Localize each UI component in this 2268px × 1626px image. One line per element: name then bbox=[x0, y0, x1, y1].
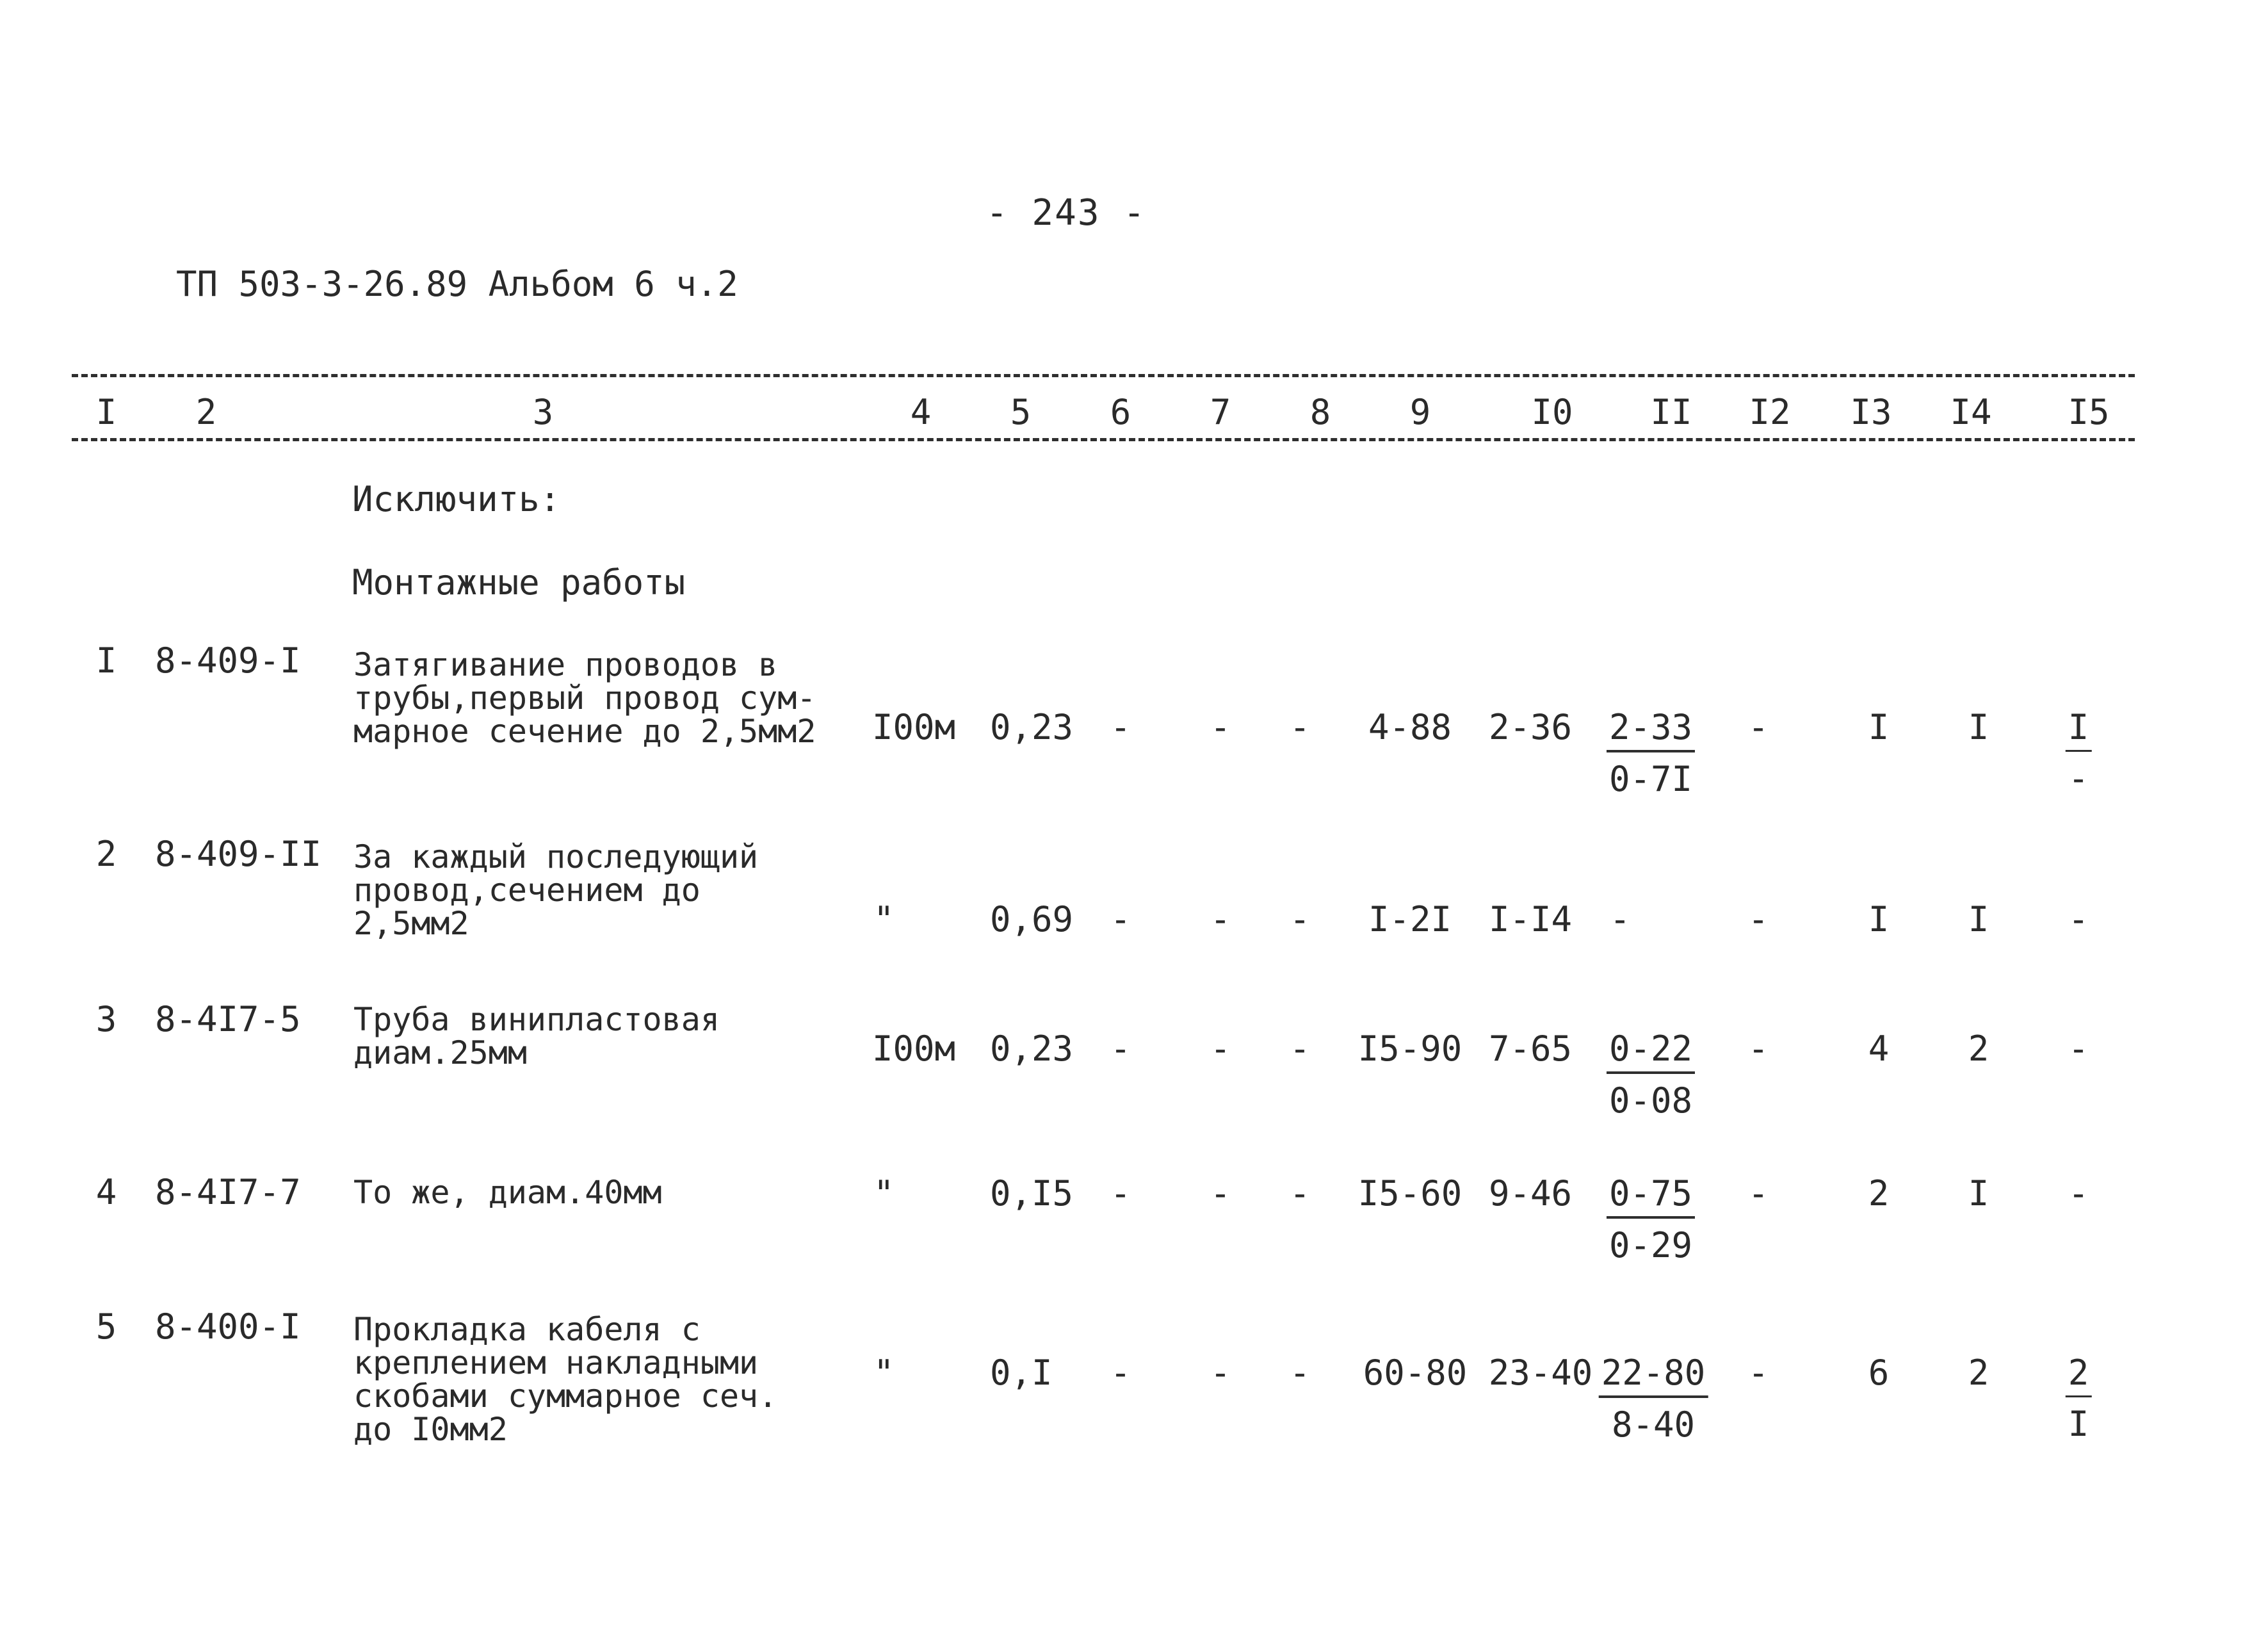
unit: I00м bbox=[872, 707, 956, 747]
work-description: Прокладка кабеля с креплением накладными скобами суммарное сеч. до I0мм2 bbox=[353, 1311, 778, 1448]
col9-value: I-2I bbox=[1368, 899, 1452, 939]
col8-value: - bbox=[1289, 1173, 1311, 1214]
quantity: 0,69 bbox=[990, 899, 1074, 939]
price-code: 8-400-I bbox=[155, 1306, 301, 1347]
col11-value: - bbox=[1609, 899, 1631, 939]
col15-denominator: I bbox=[2068, 1404, 2089, 1444]
column-header-10: I0 bbox=[1531, 392, 1573, 432]
column-header-14: I4 bbox=[1950, 392, 1992, 432]
column-header-7: 7 bbox=[1210, 392, 1231, 432]
col11-denominator: 0-7I bbox=[1608, 759, 1693, 799]
document-header: ТП 503-3-26.89 Альбом 6 ч.2 bbox=[176, 264, 738, 304]
quantity: 0,I bbox=[990, 1353, 1053, 1393]
col9-value: I5-60 bbox=[1357, 1173, 1462, 1214]
col15-denominator: - bbox=[2068, 758, 2089, 799]
col15-value: - bbox=[2068, 1028, 2089, 1069]
section-works-label: Монтажные работы bbox=[352, 562, 686, 603]
col13-value: 4 bbox=[1868, 1028, 1890, 1069]
col14-value: I bbox=[1968, 1173, 1989, 1214]
col10-value: I-I4 bbox=[1488, 899, 1573, 939]
col12-value: - bbox=[1747, 1353, 1769, 1393]
col11-numerator: 0-75 bbox=[1607, 1173, 1695, 1219]
col8-value: - bbox=[1289, 1028, 1311, 1069]
col11-numerator: 22-80 bbox=[1599, 1353, 1708, 1398]
column-header-9: 9 bbox=[1409, 392, 1431, 432]
col12-value: - bbox=[1747, 1173, 1769, 1214]
column-header-15: I5 bbox=[2068, 392, 2110, 432]
row-number: 5 bbox=[95, 1306, 117, 1347]
work-description: Труба винипластовая диам.25мм bbox=[353, 1001, 720, 1071]
row-number: 3 bbox=[95, 999, 117, 1039]
col14-value: I bbox=[1968, 899, 1989, 939]
price-code: 8-4I7-5 bbox=[155, 999, 301, 1039]
col8-value: - bbox=[1289, 899, 1311, 939]
column-header-1: I bbox=[95, 392, 117, 432]
col6-value: - bbox=[1110, 1353, 1131, 1393]
col6-value: - bbox=[1110, 1173, 1131, 1214]
col6-value: - bbox=[1110, 1028, 1131, 1069]
col14-value: I bbox=[1968, 707, 1989, 747]
row-number: 2 bbox=[95, 834, 117, 874]
quantity: 0,I5 bbox=[990, 1173, 1074, 1214]
column-header-5: 5 bbox=[1010, 392, 1032, 432]
col11-denominator: 0-08 bbox=[1608, 1080, 1693, 1121]
col13-value: 6 bbox=[1868, 1353, 1890, 1393]
col11-denominator: 8-40 bbox=[1611, 1404, 1696, 1445]
col7-value: - bbox=[1210, 707, 1231, 747]
col15-value: - bbox=[2068, 1173, 2089, 1214]
col10-value: 23-40 bbox=[1488, 1353, 1593, 1393]
col12-value: - bbox=[1747, 1028, 1769, 1069]
price-code: 8-409-II bbox=[155, 834, 322, 874]
col8-value: - bbox=[1289, 1353, 1311, 1393]
column-header-8: 8 bbox=[1309, 392, 1331, 432]
column-header-11: II bbox=[1650, 392, 1692, 432]
price-code: 8-4I7-7 bbox=[155, 1172, 301, 1212]
col11-fraction bbox=[1607, 1028, 1695, 1121]
col12-value: - bbox=[1747, 899, 1769, 939]
col8-value: - bbox=[1289, 707, 1311, 747]
work-description: За каждый последующий провод,сечением до 2,5мм2 bbox=[353, 838, 759, 942]
column-header-4: 4 bbox=[910, 392, 932, 432]
col7-value: - bbox=[1210, 899, 1231, 939]
col15-numerator: 2 bbox=[2066, 1353, 2092, 1397]
quantity: 0,23 bbox=[990, 707, 1074, 747]
col11-numerator: 0-22 bbox=[1607, 1028, 1695, 1074]
col10-value: 7-65 bbox=[1488, 1028, 1573, 1069]
col10-value: 9-46 bbox=[1488, 1173, 1573, 1214]
page-number: - 243 - bbox=[986, 192, 1147, 234]
column-header-12: I2 bbox=[1749, 392, 1791, 432]
col7-value: - bbox=[1210, 1173, 1231, 1214]
col11-fraction bbox=[1607, 1173, 1695, 1265]
col7-value: - bbox=[1210, 1353, 1231, 1393]
col14-value: 2 bbox=[1968, 1353, 1989, 1393]
quantity: 0,23 bbox=[990, 1028, 1074, 1069]
col9-value: 4-88 bbox=[1368, 707, 1452, 747]
col14-value: 2 bbox=[1968, 1028, 1989, 1069]
unit: " bbox=[873, 1353, 895, 1393]
col11-denominator: 0-29 bbox=[1608, 1225, 1693, 1265]
work-description: То же, диам.40мм bbox=[353, 1174, 662, 1211]
row-number: I bbox=[95, 640, 117, 681]
unit: " bbox=[873, 1173, 895, 1214]
col15-value: - bbox=[2068, 899, 2089, 939]
col11-fraction bbox=[1607, 707, 1695, 799]
col6-value: - bbox=[1110, 899, 1131, 939]
column-header-2: 2 bbox=[195, 392, 217, 432]
col11-numerator: 2-33 bbox=[1607, 707, 1695, 752]
unit: I00м bbox=[872, 1028, 956, 1069]
header-rule-top bbox=[72, 374, 2135, 377]
col15-fraction bbox=[2066, 1353, 2092, 1444]
col9-value: 60-80 bbox=[1363, 1353, 1468, 1393]
col15-fraction bbox=[2066, 707, 2092, 799]
col9-value: I5-90 bbox=[1357, 1028, 1462, 1069]
col6-value: - bbox=[1110, 707, 1131, 747]
column-header-13: I3 bbox=[1850, 392, 1892, 432]
header-rule-bottom bbox=[72, 438, 2135, 441]
column-header-3: 3 bbox=[532, 392, 554, 432]
col13-value: I bbox=[1868, 899, 1890, 939]
col7-value: - bbox=[1210, 1028, 1231, 1069]
price-code: 8-409-I bbox=[155, 640, 301, 681]
col12-value: - bbox=[1747, 707, 1769, 747]
unit: " bbox=[873, 899, 895, 939]
col13-value: I bbox=[1868, 707, 1890, 747]
col13-value: 2 bbox=[1868, 1173, 1890, 1214]
work-description: Затягивание проводов в трубы,первый провод сум- марное сечение до 2,5мм2 bbox=[353, 646, 816, 750]
col10-value: 2-36 bbox=[1488, 707, 1573, 747]
col15-numerator: I bbox=[2066, 707, 2092, 752]
row-number: 4 bbox=[95, 1172, 117, 1212]
col11-fraction bbox=[1599, 1353, 1708, 1445]
column-header-6: 6 bbox=[1110, 392, 1131, 432]
section-exclude-label: Исключить: bbox=[352, 479, 561, 519]
